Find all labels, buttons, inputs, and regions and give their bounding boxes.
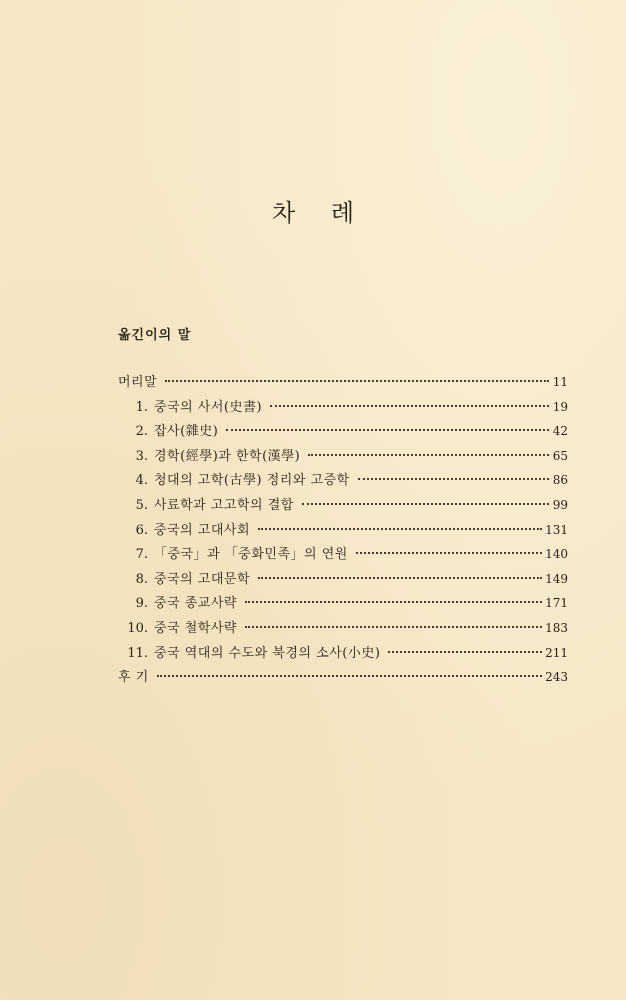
- toc-entry-number: 10.: [127, 620, 148, 636]
- toc-entry-number: 11.: [127, 645, 148, 661]
- toc-leader-dots: [356, 552, 542, 554]
- toc-entry-label: 중국 철학사략: [154, 620, 237, 636]
- toc-entry-label: 후 기: [118, 670, 149, 686]
- toc-entry-page: 131: [545, 522, 568, 537]
- toc-entry-page: 140: [545, 547, 568, 562]
- translator-note-heading: 옮긴이의 말: [118, 328, 192, 343]
- toc-entry-number: 2.: [135, 424, 148, 440]
- toc-entry-page: 99: [552, 497, 568, 512]
- toc-entry-label: 중국의 고대사회: [154, 522, 251, 538]
- toc-entry: [118, 593, 568, 618]
- toc-entry-label: 중국의 사서(史書): [154, 399, 263, 415]
- toc-leader-dots: [245, 601, 542, 603]
- toc-entry-page: 42: [552, 424, 568, 439]
- toc-leader-dots: [157, 675, 542, 677]
- toc-leader-dots: [258, 528, 542, 530]
- toc-leader-dots: [308, 454, 549, 456]
- toc-entry-number: 6.: [135, 522, 148, 538]
- toc-entry-label: 중국 역대의 수도와 북경의 소사(小史): [154, 645, 381, 661]
- toc-leader-dots: [388, 651, 542, 653]
- toc-entry-label: 머리말: [118, 375, 158, 390]
- toc-entry: [118, 495, 568, 520]
- toc-entry: [118, 470, 568, 495]
- toc-leader-dots: [270, 405, 549, 407]
- toc-entry-number: 9.: [135, 596, 148, 612]
- toc-entry-label: 사료학과 고고학의 결합: [154, 497, 294, 513]
- toc-leader-dots: [302, 503, 549, 505]
- toc-entry-page: 65: [552, 448, 568, 463]
- toc-entry-page: 149: [545, 571, 568, 586]
- toc-entry: [118, 569, 568, 594]
- toc-entry-number: 8.: [135, 571, 148, 587]
- toc-entry-page: 86: [552, 473, 568, 488]
- toc-entry: [118, 643, 568, 668]
- toc-entry-page: 171: [545, 596, 568, 611]
- table-of-contents: [118, 372, 568, 692]
- toc-entry-page: 11: [552, 375, 568, 389]
- toc-leader-dots: [226, 429, 549, 431]
- toc-entry-label: 청대의 고학(古學) 정리와 고증학: [154, 473, 350, 489]
- toc-entry-afterword: [118, 667, 568, 692]
- toc-leader-dots: [358, 478, 549, 480]
- toc-entry: [118, 618, 568, 643]
- toc-entry-number: 5.: [135, 497, 148, 513]
- toc-leader-dots: [258, 577, 542, 579]
- toc-entry-number: 7.: [135, 547, 148, 563]
- toc-entry-number: 1.: [135, 399, 148, 415]
- toc-entry-label: 「중국」과 「중화민족」의 연원: [154, 547, 348, 563]
- toc-entry-number: 4.: [135, 473, 148, 489]
- toc-entry: [118, 421, 568, 446]
- toc-leader-dots: [245, 626, 542, 628]
- toc-entry-page: 211: [545, 645, 568, 660]
- toc-entry-page: 19: [552, 399, 568, 414]
- toc-entry: [118, 397, 568, 422]
- toc-entry: [118, 520, 568, 545]
- toc-entry-label: 잡사(雜史): [154, 424, 219, 440]
- toc-entry-page: 243: [545, 670, 568, 685]
- page-title: 차 례: [272, 199, 368, 227]
- toc-leader-dots: [165, 380, 549, 382]
- toc-entry-label: 중국의 고대문학: [154, 571, 251, 587]
- toc-entry: [118, 544, 568, 569]
- toc-entry: [118, 446, 568, 471]
- toc-entry-number: 3.: [135, 448, 148, 464]
- toc-entry-label: 경학(經學)과 한학(漢學): [154, 448, 301, 464]
- toc-entry-label: 중국 종교사략: [154, 596, 237, 612]
- toc-entry-preface: [118, 372, 568, 397]
- toc-entry-page: 183: [545, 620, 568, 635]
